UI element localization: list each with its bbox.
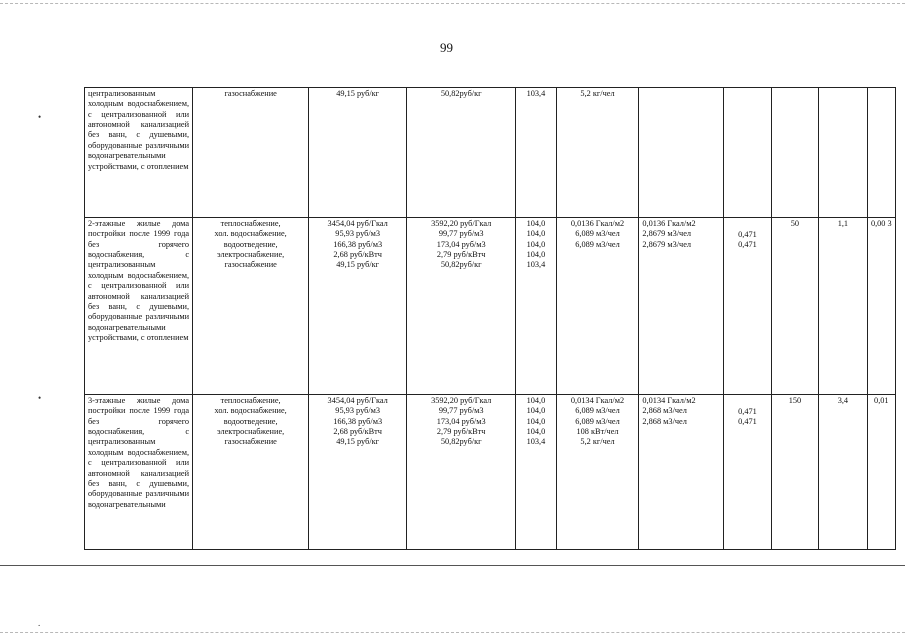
cell-line: 2,868 м3/чел [642,406,687,416]
persons-cell: 1,1 [819,218,867,395]
cell-line: газоснабжение [224,437,277,447]
cell-line: хол. водоснабжение, [214,406,287,416]
cell-line: 95,93 руб/м3 [335,406,381,416]
cell-line: газоснабжение [224,89,277,98]
cell-line: 0,471 [738,407,757,416]
cell-line: 104,0 [526,239,546,249]
cell-line: 166,38 руб/м3 [333,416,383,426]
index-cell [516,395,556,550]
margin-mark: . [38,618,41,628]
cell-line: 5,2 кг/чел [580,89,615,98]
cell-line: 2,8679 м3/чел [642,229,692,239]
cell-line: 0,0134 Гкал/м2 [642,396,696,405]
top-scan-border [0,3,905,4]
cell-line: 0,471 [738,230,757,239]
cell-line: теплоснабжение, [220,396,281,405]
cell-line: 50,82руб/кг [440,260,482,270]
cell-line: 3592,20 руб/Гкал [431,396,492,405]
cell-line: электроснабжение, [217,250,285,260]
cell-line: 99,77 руб/м3 [438,229,484,239]
cell-line: 0,0136 Гкал/м2 [642,219,696,228]
cell-line: 6,089 м3/чел [575,416,620,426]
share-cell: 0,01 [867,395,895,550]
cell-line: 104,0 [526,219,546,228]
cell-line: 103,4 [526,437,546,447]
cell-line: 5,2 кг/чел [580,437,615,447]
cell-line: теплоснабжение, [220,219,281,228]
cell-line: газоснабжение [224,260,277,270]
table-body [85,88,896,550]
cell-line: 2,68 руб/кВтч [333,250,382,260]
cell-line: 104,0 [526,250,546,260]
cell-line: 3454,04 руб/Гкал [327,219,388,228]
tariff-1-cell [309,218,407,395]
cell-line: 50,82руб/кг [440,89,482,98]
cell-line: 104,0 [526,416,546,426]
cell-line: 108 кВт/чел [576,427,619,437]
tariff-1-cell [309,395,407,550]
cell-line: 104,0 [526,406,546,416]
cell-line: 0,0136 Гкал/м2 [570,219,625,228]
page-number: 99 [440,40,453,55]
cell-line: 50,82руб/кг [440,437,482,447]
housing-type-cell: 3-этажные жилые дома постройки после 1999 года без горячего водоснабжения, с централизованным холодным водоснабжением, с централизованной или автономной канализацией без ванн, с душевыми, оборудованные различными водонагревательными [85,395,193,550]
norm-2-cell [639,218,724,395]
cell-line: 0,471 [738,240,757,250]
index-cell [516,218,556,395]
norm-2-cell [639,395,724,550]
cell-line: хол. водоснабжение, [214,229,287,239]
cell-line: 2,868 м3/чел [642,416,687,426]
cell-line: 104,0 [526,396,546,405]
tariff-1-cell [309,88,407,218]
cell-line: 104,0 [526,427,546,437]
coefficient-cell [724,88,771,218]
cell-line: 95,93 руб/м3 [335,229,381,239]
tariff-2-cell [407,218,516,395]
persons-cell [819,88,867,218]
services-cell [193,395,309,550]
table-row [85,218,896,395]
coefficient-cell [724,395,771,550]
cell-line: 49,15 руб/кг [336,89,380,98]
tariff-table [84,87,896,550]
persons-cell: 3,4 [819,395,867,550]
norm-2-cell [639,88,724,218]
cell-line: 3454,04 руб/Гкал [327,396,388,405]
area-cell: 150 [771,395,818,550]
cell-line: 2,79 руб/кВтч [436,250,486,260]
cell-line: 2,79 руб/кВтч [436,427,486,437]
margin-mark: • [38,112,42,122]
cell-line: 6,089 м3/чел [575,406,620,416]
cell-line: 49,15 руб/кг [336,260,380,270]
area-cell: 50 [771,218,818,395]
cell-line: электроснабжение, [217,427,285,437]
norm-1-cell [556,218,639,395]
cell-line: водоотведение, [223,239,278,249]
cell-line: 2,68 руб/кВтч [333,427,382,437]
share-cell [867,88,895,218]
cell-line: 166,38 руб/м3 [333,239,383,249]
table-row [85,88,896,218]
cell-line: 99,77 руб/м3 [438,406,484,416]
cell-line: водоотведение, [223,416,278,426]
cell-line: 104,0 [526,229,546,239]
share-cell: 0,00 3 [867,218,895,395]
table-row [85,395,896,550]
bottom-rule [0,565,905,566]
housing-type-cell: централизованным холодным водоснабжением, с централизованной или автономной канализацией без ванн, с душевыми, оборудованные различными водонагревательными устройствами, с отоплением [85,88,193,218]
cell-line: 173,04 руб/м3 [436,416,486,426]
coefficient-cell [724,218,771,395]
cell-line: 0,0134 Гкал/м2 [570,396,625,405]
cell-line: 49,15 руб/кг [336,437,380,447]
cell-line: 103,4 [526,89,546,98]
cell-line: 103,4 [526,260,546,270]
cell-line: 3592,20 руб/Гкал [431,219,492,228]
cell-line: 0,471 [738,417,757,427]
index-cell [516,88,556,218]
norm-1-cell [556,395,639,550]
cell-line: 173,04 руб/м3 [436,239,486,249]
services-cell [193,88,309,218]
cell-line: 6,089 м3/чел [575,239,620,249]
tariff-2-cell [407,395,516,550]
services-cell [193,218,309,395]
area-cell [771,88,818,218]
cell-line: 2,8679 м3/чел [642,239,692,249]
tariff-2-cell [407,88,516,218]
norm-1-cell [556,88,639,218]
bottom-scan-border [0,632,905,633]
cell-line: 6,089 м3/чел [575,229,620,239]
housing-type-cell: 2-этажные жилые дома постройки после 1999 года без горячего водоснабжения, с централизованным холодным водоснабжением, с централизованной или автономной канализацией без ванн, с душевыми, оборудованные различными водонагревательными устройствами, с отоплением [85,218,193,395]
margin-mark: • [38,393,42,403]
